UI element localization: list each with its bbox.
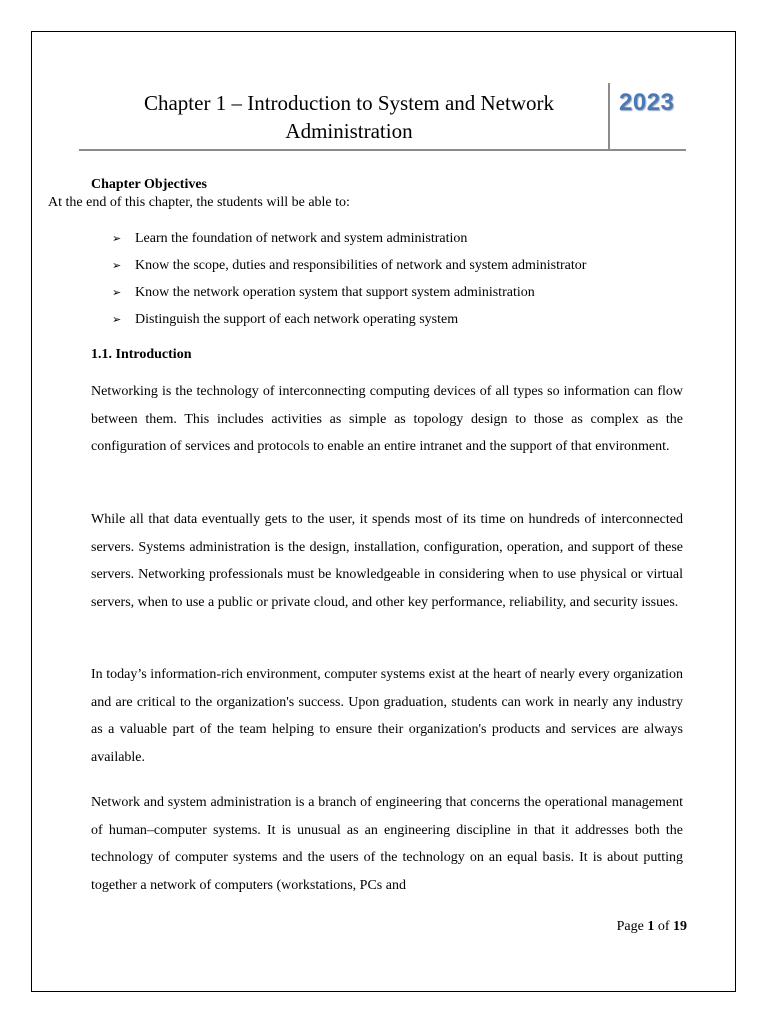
page-number: [572, 919, 687, 935]
page-total: 19: [673, 919, 687, 934]
paragraph: While all that data eventually gets to the user, it spends most of its time on hundreds of interconnected servers. Systems administration is the design, installation, configuration, operation, and support of these servers. Networking professionals must be knowledgeable in considering when to use physical or virtual servers, when to use a public or private cloud, and other key performance, reliability, and security issues.: [91, 512, 683, 610]
section-heading: 1.1. Introduction: [91, 347, 192, 362]
objective-item: [112, 284, 712, 311]
chapter-header: [79, 83, 686, 151]
objective-text: Know the scope, duties and responsibilities of network and system administrator: [135, 258, 587, 273]
arrow-bullet-icon: ➢: [112, 259, 122, 272]
objective-item: [112, 230, 712, 257]
arrow-bullet-icon: ➢: [112, 232, 122, 245]
year-badge: 2023: [619, 89, 675, 116]
header-divider: [608, 83, 610, 149]
objective-text: Know the network operation system that support system administration: [135, 285, 535, 300]
page-of: of: [654, 919, 673, 934]
document-page: [31, 31, 736, 992]
page-current: 1: [647, 919, 655, 934]
objectives-intro: At the end of this chapter, the students will be able to:: [48, 195, 350, 210]
objective-item: [112, 257, 712, 284]
objective-item: [112, 311, 712, 338]
arrow-bullet-icon: ➢: [112, 286, 122, 299]
objective-text: Distinguish the support of each network operating system: [135, 312, 459, 327]
paragraph: Network and system administration is a branch of engineering that concerns the operational management of human–computer systems. It is unusual as an engineering discipline in that it addresses both the technology of computer systems and the users of the technology on an equal basis. It is about putting together a network of computers (workstations, PCs and: [91, 795, 683, 893]
chapter-title: [89, 89, 609, 145]
objective-text: Learn the foundation of network and system administration: [135, 231, 468, 246]
objectives-list: [112, 230, 712, 338]
paragraph: Networking is the technology of interconnecting computing devices of all types so information can flow between them. This includes activities as simple as topology design to those as complex as the configuration of services and protocols to enable an entire intranet and the support of that environment.: [91, 384, 683, 454]
arrow-bullet-icon: ➢: [112, 313, 122, 326]
objectives-heading: Chapter Objectives: [91, 177, 207, 192]
paragraph: In today’s information-rich environment, computer systems exist at the heart of nearly every organization and are critical to the organization's success. Upon graduation, students can work in nearly any industry as a valuable part of the team helping to ensure their organization's products and services are always available.: [91, 667, 683, 765]
chapter-title-line-2: Administration: [285, 119, 413, 143]
chapter-title-line-1: Chapter 1 – Introduction to System and Network: [143, 91, 554, 115]
page-prefix: Page: [616, 919, 648, 934]
